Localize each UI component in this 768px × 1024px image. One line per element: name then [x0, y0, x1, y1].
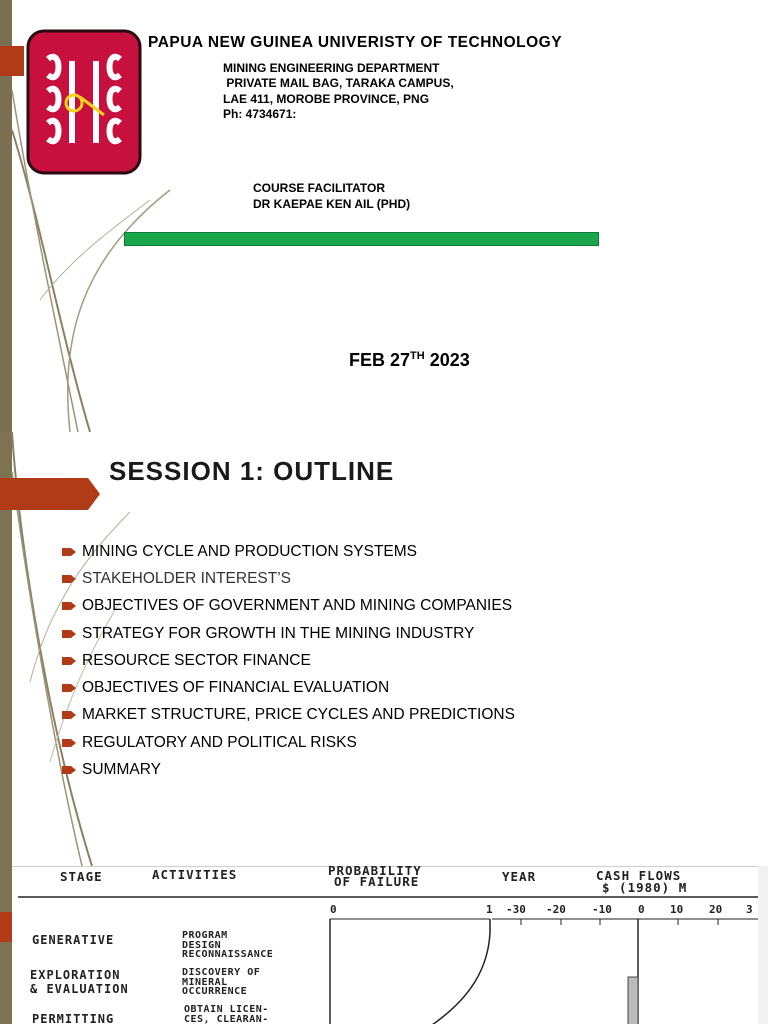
activity-line: OBTAIN LICEN- — [184, 1004, 269, 1015]
arrow-bullet-icon — [62, 629, 76, 639]
arrow-bullet-icon — [62, 710, 76, 720]
slide-title: SESSION 1: OUTLINE — [109, 456, 395, 486]
list-item-text: RESOURCE SECTOR FINANCE — [82, 651, 311, 669]
arrow-bullet-icon — [62, 765, 76, 775]
date-day: FEB 27 — [349, 350, 411, 370]
facilitator-role: COURSE FACILITATOR — [253, 181, 385, 195]
list-item-text: OBJECTIVES OF FINANCIAL EVALUATION — [82, 679, 390, 697]
header-year: YEAR — [502, 869, 537, 884]
probability-tick: 1 — [486, 903, 493, 916]
list-item-text: MINING CYCLE AND PRODUCTION SYSTEMS — [82, 542, 418, 560]
university-logo-icon — [26, 29, 142, 175]
stage-name: GENERATIVE — [32, 933, 115, 947]
scanned-table — [12, 866, 758, 1024]
outline-slide — [0, 432, 768, 866]
cash-tick: -20 — [546, 903, 566, 916]
activity-line: MINERAL — [182, 976, 228, 988]
header-activities: ACTIVITIES — [152, 867, 238, 882]
list-item-text: REGULATORY AND POLITICAL RISKS — [82, 733, 357, 751]
outline-list — [62, 538, 515, 784]
arrow-bullet-icon — [62, 601, 76, 611]
activity-line: CES, CLEARAN- — [184, 1013, 269, 1024]
cash-tick: 0 — [638, 903, 645, 916]
activity-line: RECONNAISSANCE — [182, 949, 274, 960]
green-rule — [124, 232, 599, 246]
cash-tick: 10 — [670, 903, 684, 916]
cash-tick: -30 — [506, 903, 526, 916]
arrow-bullet-icon — [62, 683, 76, 693]
stage-name: & EVALUATION — [30, 982, 129, 996]
header-of-failure: OF FAILURE — [334, 874, 420, 889]
presentation-date — [349, 350, 470, 371]
list-item — [62, 756, 515, 783]
title-arrow-tab — [0, 478, 100, 510]
cash-tick: -10 — [592, 903, 612, 916]
red-accent-tab — [0, 912, 12, 942]
course-facilitator — [253, 181, 410, 212]
scanned-stage-table-slide — [0, 866, 768, 1024]
header-cash-units: $ (1980) M — [602, 880, 688, 895]
list-item-text: MARKET STRUCTURE, PRICE CYCLES AND PREDICTIONS — [82, 706, 515, 724]
stage-activities — [182, 968, 260, 997]
arrow-bullet-icon — [62, 738, 76, 748]
list-item — [62, 647, 515, 674]
list-item — [62, 593, 515, 620]
address-line: MINING ENGINEERING DEPARTMENT — [223, 61, 440, 75]
list-item-text: STAKEHOLDER INTEREST’S — [82, 569, 292, 587]
header-probability: PROBABILITY — [328, 866, 422, 878]
arrow-bullet-icon — [62, 574, 76, 584]
list-item-text: OBJECTIVES OF GOVERNMENT AND MINING COMPANIES — [82, 597, 513, 615]
facilitator-name: DR KAEPAE KEN AIL (PHD) — [253, 196, 411, 211]
title-slide — [0, 0, 768, 432]
list-item-text: SUMMARY — [82, 761, 161, 779]
activity-line: PROGRAM — [182, 930, 228, 941]
address-line: PRIVATE MAIL BAG, TARAKA CAMPUS, — [223, 76, 454, 91]
list-item — [62, 674, 515, 701]
arrow-bullet-icon — [62, 547, 76, 557]
list-item-text: STRATEGY FOR GROWTH IN THE MINING INDUSTRY — [82, 624, 475, 642]
arrow-bullet-icon — [62, 656, 76, 666]
red-accent-tab — [0, 46, 24, 76]
list-item — [62, 620, 515, 647]
probability-tick: 0 — [330, 903, 337, 916]
list-item — [62, 538, 515, 565]
stage-name: EXPLORATION — [30, 968, 121, 982]
list-item — [62, 702, 515, 729]
cash-tick: 20 — [709, 903, 723, 916]
olive-side-bar — [0, 866, 12, 1024]
date-ordinal: TH — [410, 350, 425, 362]
address-line: LAE 411, MOROBE PROVINCE, PNG — [223, 91, 430, 106]
activity-line: DESIGN — [182, 939, 222, 951]
address-line: Ph: 4734671: — [223, 106, 297, 121]
department-address — [223, 61, 454, 122]
stage-activities — [182, 931, 273, 960]
header-cash-flows: CASH FLOWS — [596, 868, 682, 883]
activity-line: OCCURRENCE — [182, 986, 248, 997]
cash-tick: 3 — [746, 903, 753, 916]
activity-line: DISCOVERY OF — [182, 967, 261, 978]
stage-activities — [184, 1005, 269, 1024]
university-title: PAPUA NEW GUINEA UNIVERISTY OF TECHNOLOGY — [148, 34, 563, 51]
date-year: 2023 — [424, 350, 470, 370]
header-stage: STAGE — [60, 869, 103, 884]
list-item — [62, 565, 515, 592]
list-item — [62, 729, 515, 756]
stage-name: PERMITTING — [32, 1012, 115, 1024]
